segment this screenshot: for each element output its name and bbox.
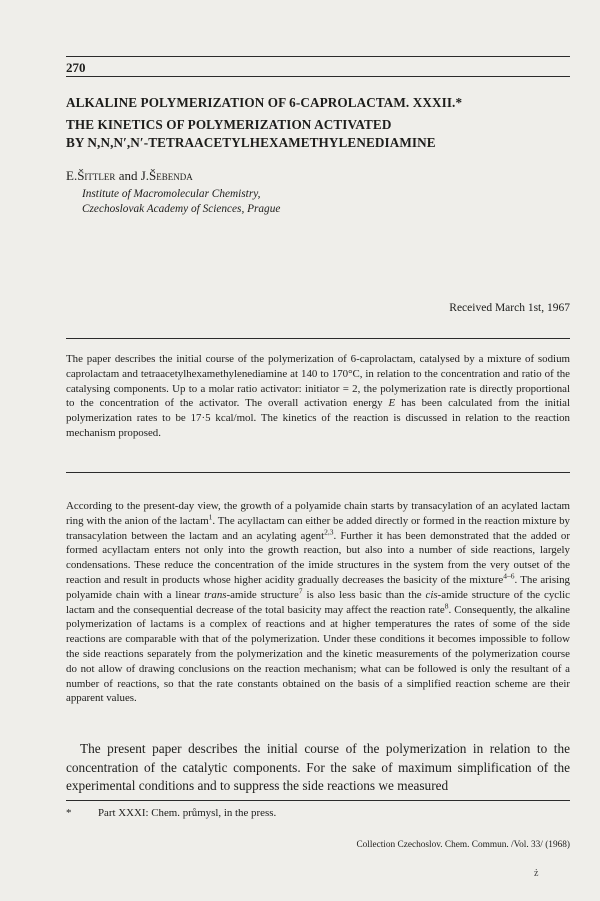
author-1-initial: E. — [66, 168, 78, 183]
reference-marker: 1 — [208, 512, 213, 522]
abstract-rule-top — [66, 338, 570, 339]
abstract-part-1: The paper describes the initial course of the polymerization of 6-caprolactam, catalysed by a mixture of sodium caprolactam and tetraacetylhexamethylenediamine at 140 to 170°C, in relation to the concentration and ratio of the catalysing components. Up to a molar ratio activator: initiator = 2, the polymerization rate is directly proportional to the concentration of the activator. The overall activation energy — [66, 353, 570, 410]
body-sentence: -amide structure of the cyclic lactam and the consequential decrease of the total basicity may affect the reaction rate — [66, 588, 571, 616]
title-line-3: BY N,N,N′,N′-TETRAACETYLHEXAMETHYLENEDIAMINE — [66, 135, 436, 150]
author-1-name: Šittler — [77, 168, 116, 183]
italic-term: trans — [204, 588, 227, 601]
reference-marker: 4–6 — [503, 571, 515, 581]
footnote-text: Part XXXI: Chem. průmysl, in the press. — [98, 807, 277, 819]
footnote-marker: * — [66, 807, 72, 819]
received-date: Received March 1st, 1967 — [449, 302, 570, 314]
title-line-2: THE KINETICS OF POLYMERIZATION ACTIVATED — [66, 117, 392, 132]
italic-term: cis — [425, 588, 438, 601]
affiliation — [82, 187, 280, 217]
reference-marker: 2,3 — [324, 526, 334, 536]
header-rule-bottom — [66, 76, 570, 77]
body-sentence: . The acyllactam can either be added directly or formed in the reaction mixture by transacylation between the lactam and an acylating agent — [66, 514, 570, 542]
body-paragraph — [66, 499, 570, 706]
body-sentence: According to the present-day view, the growth of a polyamide chain starts by transacylation of an acylated lactam ring with the anion of the lactam — [66, 500, 570, 527]
body-sentence: . Consequently, the alkaline polymerization of lactams is a complex of reactions and at higher temperatures the rates of some of the side reactions are comparable with that of the polymerization. Under these conditions it becomes impossible to follow the side reactions separately from the polymerization and the kinetic measurements of the polymerization course do not allow of drawing conclusions on the reaction mechanism; what can be followed is only the resultant of a number of reactions, so that the rate constants obtained on the basis of a simplified reaction scheme are their apparent values. — [66, 603, 570, 705]
reference-marker: 8 — [444, 600, 449, 610]
body-sentence: . Further it has been demonstrated that the added or formed acyllactam enters not only into the growth reaction, but also into a number of side reactions, largely condensations. These reduce the concentration of the imide structures in the system from the very outset of the reaction and result in products whose higher acidity gradually decreases the basicity of the mixture — [66, 529, 571, 586]
header-rule-top — [66, 56, 570, 57]
affiliation-line-2: Czechoslovak Academy of Sciences, Prague — [82, 203, 281, 215]
body-sentence: is also less basic than the — [302, 588, 426, 601]
abstract-rule-bottom — [66, 472, 570, 473]
footnote-rule — [66, 800, 570, 801]
body-sentence: . The arising polyamide chain with a linear — [66, 573, 570, 601]
abstract-symbol-e: E — [388, 397, 396, 410]
abstract-part-2: has been calculated from the initial polymerization rates to be 17·5 kcal/mol. The kinetics of the reaction is discussed in relation to the reaction mechanism proposed. — [66, 397, 570, 439]
journal-citation: Collection Czechoslov. Chem. Commun. /Vol. 33/ (1968) — [356, 840, 570, 850]
authors — [66, 168, 193, 184]
reference-marker: 7 — [298, 586, 303, 596]
footnote — [66, 807, 276, 819]
article-title — [66, 94, 570, 152]
abstract — [66, 352, 570, 441]
title-line-1: ALKALINE POLYMERIZATION OF 6-CAPROLACTAM. XXXII.* — [66, 95, 463, 110]
authors-and: and — [115, 168, 141, 183]
body-sentence: -amide structure — [226, 588, 299, 601]
stray-mark: ż — [534, 868, 539, 879]
author-2-name: Šebenda — [149, 168, 193, 183]
author-2-initial: J. — [140, 168, 150, 183]
lead-paragraph: The present paper describes the initial course of the polymerization in relation to the concentration of the catalytic components. For the sake of maximum simplification of the experimental conditions and to suppress the side reactions we measured — [66, 741, 570, 793]
page-number: 270 — [66, 60, 86, 75]
affiliation-line-1: Institute of Macromolecular Chemistry, — [82, 188, 261, 200]
